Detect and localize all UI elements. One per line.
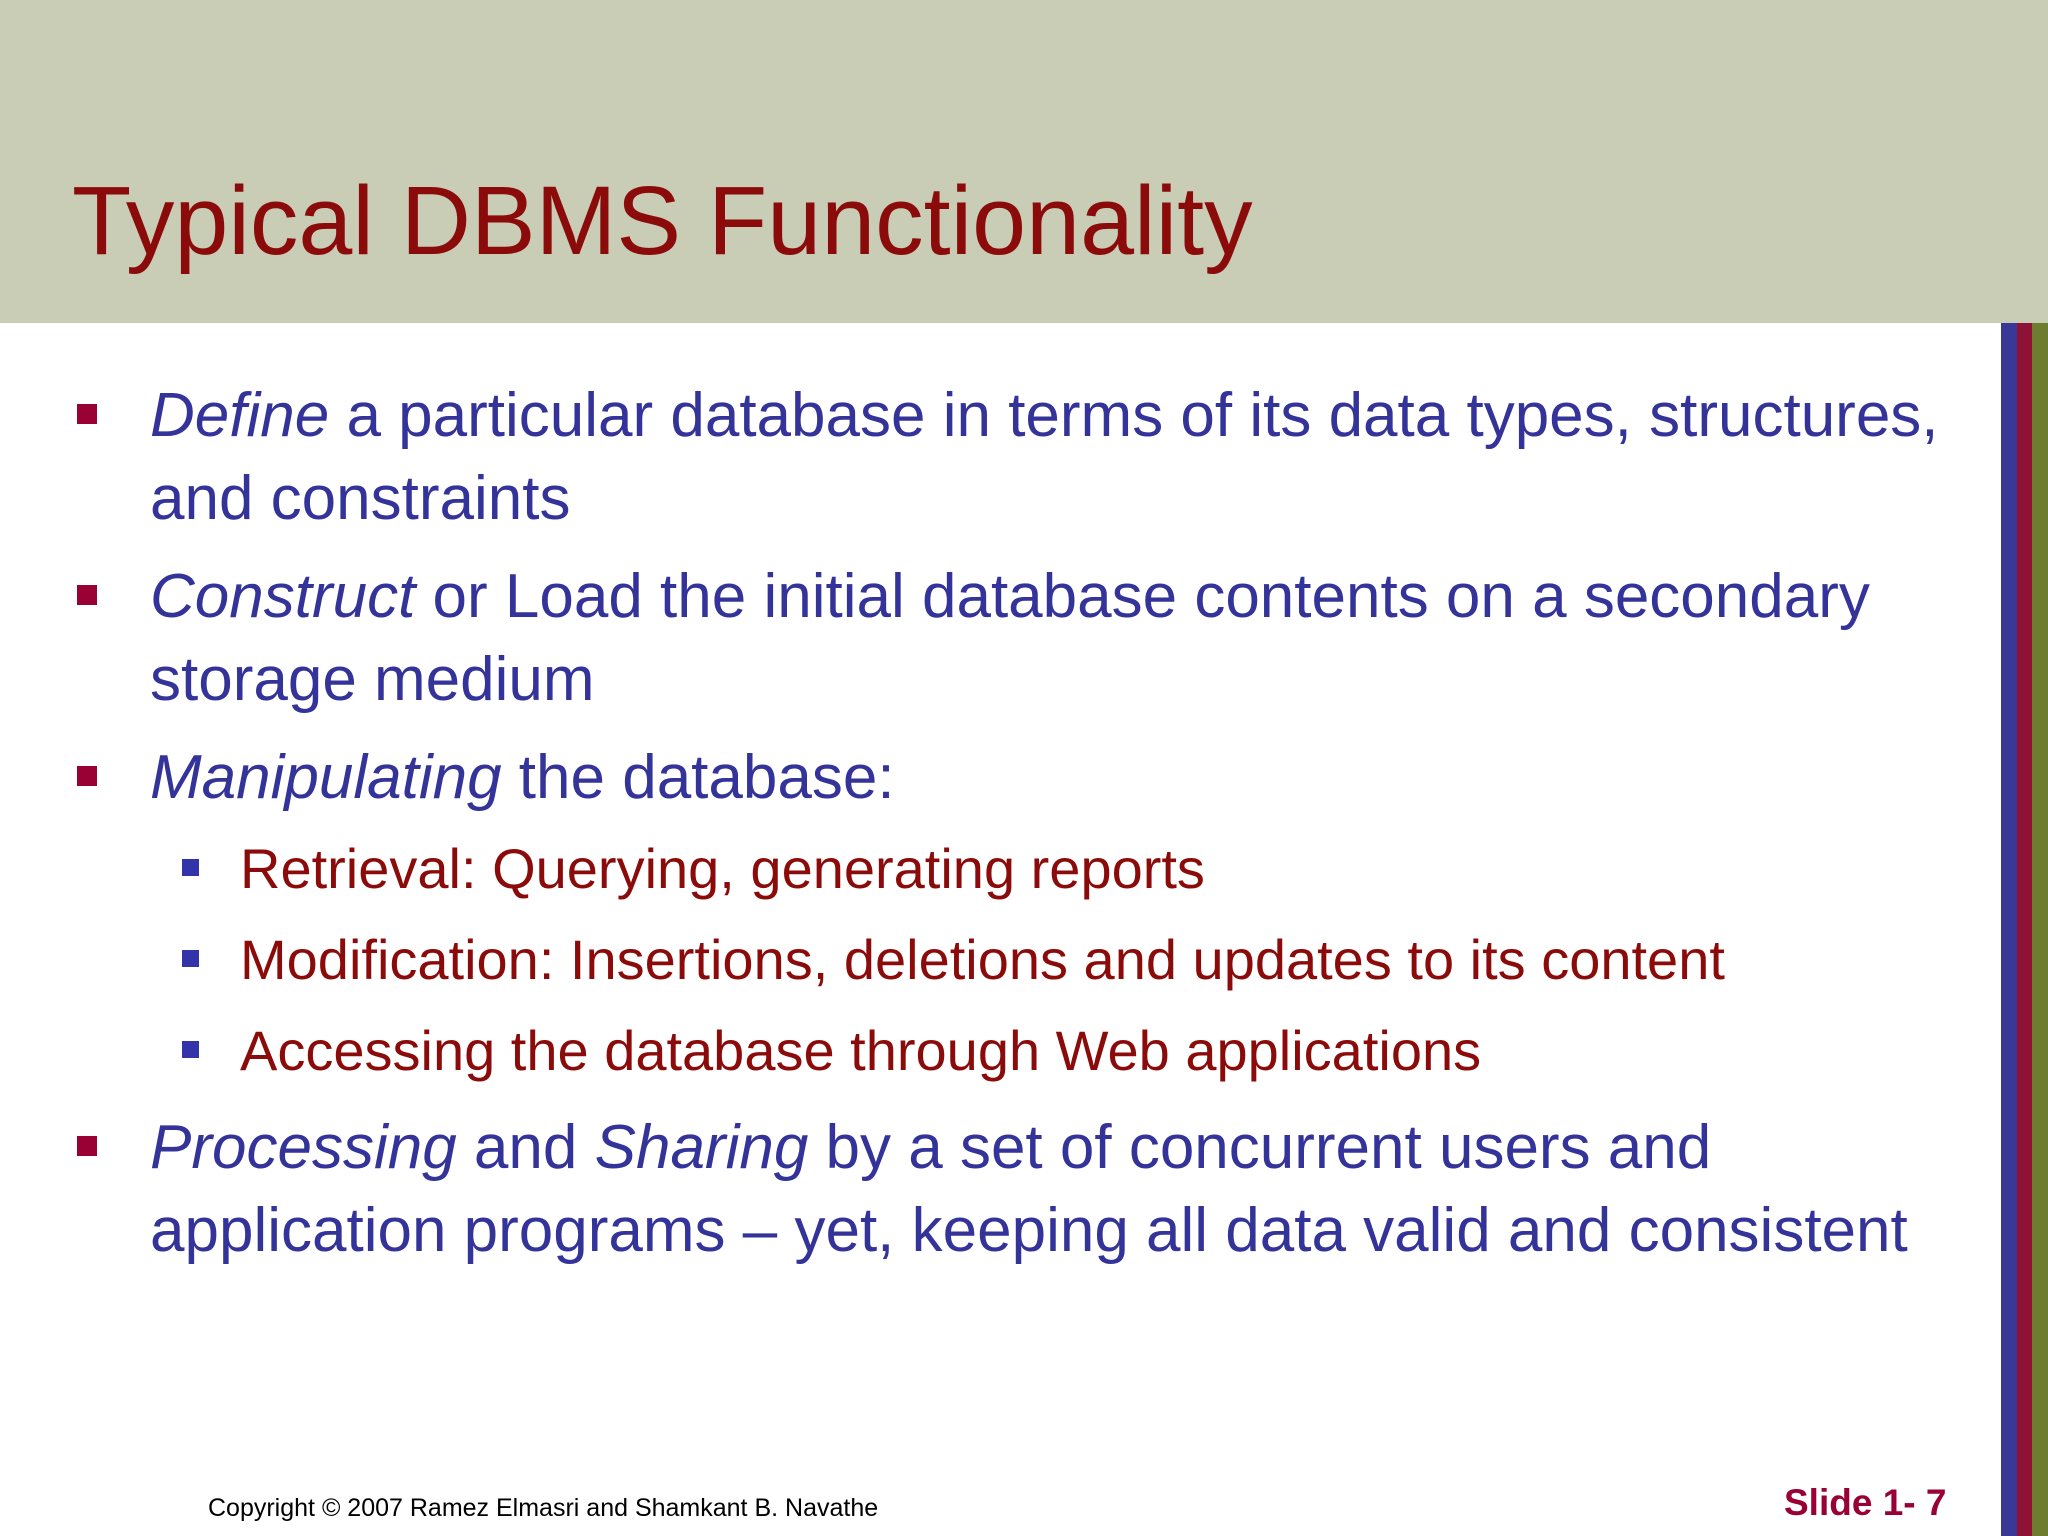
stripe-blue [2001,323,2017,1536]
stripe-olive [2032,323,2048,1536]
decorative-side-stripes [2001,323,2048,1536]
slide-number: Slide 1- 7 [1784,1482,1947,1523]
square-bullet-icon [77,1136,97,1156]
bullet-manipulating [150,736,1960,819]
square-bullet-icon [77,404,97,424]
sub-bullet-retrieval [240,831,1980,907]
bullet-emphasis-2: Sharing [594,1113,809,1182]
copyright-notice: Copyright © 2007 Ramez Elmasri and Shamkant B. Navathe [208,1494,879,1522]
bullet-construct [150,555,1960,721]
bullet-text: a particular database in terms of its data types, structures, and constraints [150,381,1939,533]
square-sub-bullet-icon [182,1041,199,1058]
slide-title: Typical DBMS Functionality [72,166,1253,275]
bullet-emphasis: Manipulating [150,743,502,812]
bullet-text-2: by a set of concurrent users and application programs – yet, keeping all data valid and consistent [150,1113,1908,1265]
sub-bullet-web-access [240,1013,1980,1089]
bullet-define [150,374,1960,540]
sub-bullet-text: Retrieval: Querying, generating reports [240,837,1205,900]
square-bullet-icon [77,585,97,605]
bullet-text: or Load the initial database contents on a secondary storage medium [150,562,1870,714]
square-sub-bullet-icon [182,859,199,876]
bullet-emphasis: Processing [150,1113,457,1182]
bullet-emphasis: Construct [150,562,416,631]
bullet-emphasis: Define [150,381,330,450]
sub-bullet-text: Accessing the database through Web applications [240,1019,1482,1082]
sub-bullet-modification [240,922,1980,998]
bullet-processing-sharing [150,1106,1960,1272]
square-bullet-icon [77,766,97,786]
bullet-text: and [456,1113,595,1182]
stripe-red [2017,323,2032,1536]
sub-bullet-text: Modification: Insertions, deletions and updates to its content [240,928,1725,991]
bullet-text: the database: [501,743,895,812]
square-sub-bullet-icon [182,950,199,967]
